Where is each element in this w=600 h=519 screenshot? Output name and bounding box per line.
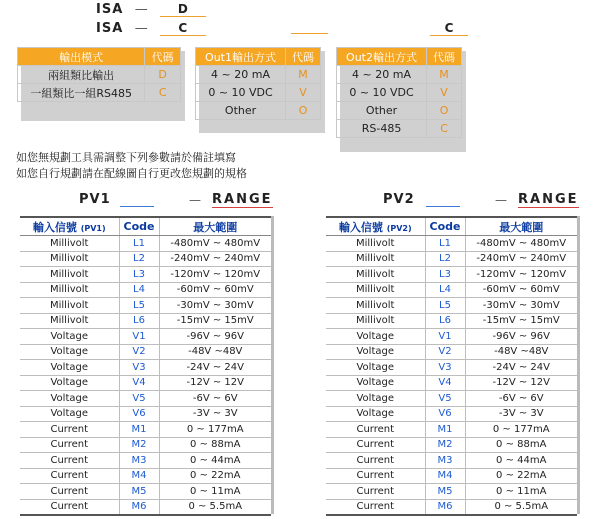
- output-mode-table: [17, 47, 181, 102]
- signal-cell: Voltage: [326, 406, 425, 422]
- signal-cell: Current: [326, 453, 425, 469]
- range-cell: 0 ~ 88mA: [159, 437, 271, 453]
- range-cell: 0 ~ 11mA: [159, 484, 271, 500]
- mode-cell: 兩組類比輸出: [18, 66, 145, 84]
- signal-cell: Voltage: [326, 360, 425, 376]
- header-cell: 代碼: [145, 48, 181, 66]
- signal-cell: Current: [20, 453, 119, 469]
- table-row: [326, 329, 577, 345]
- table-row: [20, 236, 271, 252]
- code-cell: C: [427, 120, 462, 138]
- out2-table: [336, 47, 462, 138]
- signal-cell: Millivolt: [326, 282, 425, 298]
- table-row: [20, 437, 271, 453]
- pv1-range-label: RANGE: [212, 192, 273, 207]
- dash-separator: —: [134, 2, 149, 17]
- code-cell: M2: [119, 437, 159, 453]
- range-cell: 0 ~ 88mA: [465, 437, 577, 453]
- signal-header-sub: (PV1): [80, 223, 106, 233]
- code-cell: M6: [119, 499, 159, 515]
- code-cell: M5: [119, 484, 159, 500]
- method-cell: 4 ~ 20 mA: [337, 66, 427, 84]
- range-cell: 0 ~ 22mA: [465, 468, 577, 484]
- code-cell: M5: [425, 484, 465, 500]
- range-cell: -60mV ~ 60mV: [159, 282, 271, 298]
- code-header: Code: [425, 217, 465, 236]
- code-prefix: ISA: [96, 21, 124, 36]
- table-row: [20, 282, 271, 298]
- table-row: [20, 375, 271, 391]
- table-row: [326, 251, 577, 267]
- table-row: [20, 344, 271, 360]
- range-cell: -30mV ~ 30mV: [159, 298, 271, 314]
- table-row: [326, 298, 577, 314]
- table-row: [20, 453, 271, 469]
- table-row: [326, 236, 577, 252]
- range-cell: -120mV ~ 120mV: [465, 267, 577, 283]
- range-cell: 0 ~ 177mA: [159, 422, 271, 438]
- code-header: Code: [119, 217, 159, 236]
- signal-cell: Voltage: [20, 344, 119, 360]
- signal-header-sub: (PV2): [386, 223, 412, 233]
- table-row: [326, 375, 577, 391]
- table-row: [326, 468, 577, 484]
- signal-cell: Voltage: [326, 391, 425, 407]
- header-cell: Out2輸出方式: [337, 48, 427, 66]
- method-cell: Other: [337, 102, 427, 120]
- table-row: [326, 406, 577, 422]
- range-cell: -12V ~ 12V: [465, 375, 577, 391]
- code-cell: L3: [425, 267, 465, 283]
- code-cell: O: [286, 102, 321, 120]
- code-line-2: [96, 21, 206, 36]
- code-cell: L5: [119, 298, 159, 314]
- code-cell: V3: [425, 360, 465, 376]
- code-cell: V: [427, 84, 462, 102]
- code-cell: L6: [425, 313, 465, 329]
- mode-cell: 一組類比一組RS485: [18, 84, 145, 102]
- signal-cell: Current: [20, 484, 119, 500]
- code-cell: L4: [119, 282, 159, 298]
- pv2-range-label: RANGE: [518, 192, 579, 207]
- code-cell: L2: [119, 251, 159, 267]
- table-row: [20, 360, 271, 376]
- method-cell: RS-485: [337, 120, 427, 138]
- out1-table: [195, 47, 321, 120]
- table-row: [20, 329, 271, 345]
- code-value-blank: D: [160, 2, 206, 17]
- range-cell: 0 ~ 11mA: [465, 484, 577, 500]
- header-cell: 輸出模式: [18, 48, 145, 66]
- range-cell: -96V ~ 96V: [159, 329, 271, 345]
- dash-separator: —: [134, 21, 149, 36]
- code-cell: M1: [119, 422, 159, 438]
- range-cell: -60mV ~ 60mV: [465, 282, 577, 298]
- signal-cell: Voltage: [326, 329, 425, 345]
- code-cell: L4: [425, 282, 465, 298]
- signal-cell: Voltage: [326, 375, 425, 391]
- signal-cell: Voltage: [20, 360, 119, 376]
- range-cell: -6V ~ 6V: [465, 391, 577, 407]
- code-cell: V6: [119, 406, 159, 422]
- signal-cell: Voltage: [20, 329, 119, 345]
- signal-header-text: 輸入信號: [32, 220, 77, 234]
- code-cell: M1: [425, 422, 465, 438]
- signal-cell: Voltage: [20, 391, 119, 407]
- table-row: [326, 282, 577, 298]
- range-header: 最大範圍: [159, 217, 271, 236]
- table-row: [326, 437, 577, 453]
- code-cell: L1: [119, 236, 159, 252]
- pv2-table: [326, 216, 577, 516]
- signal-cell: Millivolt: [20, 267, 119, 283]
- range-cell: 0 ~ 22mA: [159, 468, 271, 484]
- code-cell: V3: [119, 360, 159, 376]
- table-row: [20, 251, 271, 267]
- range-cell: -240mV ~ 240mV: [465, 251, 577, 267]
- code-cell: L6: [119, 313, 159, 329]
- range-cell: -24V ~ 24V: [465, 360, 577, 376]
- code-cell: M6: [425, 499, 465, 515]
- signal-cell: Current: [326, 437, 425, 453]
- code-cell: L5: [425, 298, 465, 314]
- signal-cell: Voltage: [20, 375, 119, 391]
- code-cell: O: [427, 102, 462, 120]
- range-cell: -48V ~48V: [465, 344, 577, 360]
- signal-header: [326, 217, 425, 236]
- signal-header-text: 輸入信號: [338, 220, 383, 234]
- table-row: [326, 422, 577, 438]
- table-row: [20, 298, 271, 314]
- code-value-blank: C: [160, 21, 206, 36]
- header-cell: 代碼: [286, 48, 321, 66]
- signal-cell: Voltage: [326, 344, 425, 360]
- signal-cell: Voltage: [20, 406, 119, 422]
- range-cell: -6V ~ 6V: [159, 391, 271, 407]
- signal-cell: Current: [326, 499, 425, 515]
- table-row: [20, 267, 271, 283]
- range-cell: -120mV ~ 120mV: [159, 267, 271, 283]
- code-cell: V5: [425, 391, 465, 407]
- range-cell: -48V ~48V: [159, 344, 271, 360]
- code-cell: M3: [119, 453, 159, 469]
- code-cell: M: [286, 66, 321, 84]
- signal-cell: Millivolt: [20, 251, 119, 267]
- code-cell: V6: [425, 406, 465, 422]
- code-cell: V2: [425, 344, 465, 360]
- signal-header: [20, 217, 119, 236]
- range-cell: -12V ~ 12V: [159, 375, 271, 391]
- signal-cell: Millivolt: [20, 236, 119, 252]
- pv1-label: PV1: [79, 192, 111, 207]
- code-cell: V4: [119, 375, 159, 391]
- pv1-table: [20, 216, 271, 516]
- table-row: [20, 468, 271, 484]
- dash-separator: —: [495, 193, 507, 207]
- table-shadow: [577, 216, 580, 514]
- code-cell: L1: [425, 236, 465, 252]
- signal-cell: Millivolt: [20, 313, 119, 329]
- range-cell: 0 ~ 177mA: [465, 422, 577, 438]
- signal-cell: Current: [326, 484, 425, 500]
- code-cell: M4: [119, 468, 159, 484]
- table-row: [20, 406, 271, 422]
- range-cell: 0 ~ 5.5mA: [465, 499, 577, 515]
- signal-cell: Current: [20, 437, 119, 453]
- code-cell: L2: [425, 251, 465, 267]
- range-cell: 0 ~ 44mA: [465, 453, 577, 469]
- signal-cell: Current: [20, 422, 119, 438]
- code-cell: M2: [425, 437, 465, 453]
- code-cell: V1: [119, 329, 159, 345]
- header-cell: 代碼: [427, 48, 462, 66]
- signal-cell: Current: [326, 468, 425, 484]
- code-cell: V4: [425, 375, 465, 391]
- range-cell: -3V ~ 3V: [465, 406, 577, 422]
- table-row: [326, 391, 577, 407]
- table-row: [326, 313, 577, 329]
- range-cell: -15mV ~ 15mV: [465, 313, 577, 329]
- code-cell: M4: [425, 468, 465, 484]
- code-cell: V1: [425, 329, 465, 345]
- table-row: [326, 484, 577, 500]
- dash-separator: —: [189, 193, 201, 207]
- table-row: [20, 313, 271, 329]
- code-cell: C: [145, 84, 181, 102]
- range-header: 最大範圍: [465, 217, 577, 236]
- table-row: [20, 391, 271, 407]
- code-cell: M3: [425, 453, 465, 469]
- signal-cell: Millivolt: [326, 267, 425, 283]
- code-cell: M: [427, 66, 462, 84]
- range-cell: 0 ~ 5.5mA: [159, 499, 271, 515]
- table-row: [20, 422, 271, 438]
- range-cell: -480mV ~ 480mV: [465, 236, 577, 252]
- table-shadow: [271, 216, 274, 514]
- table-row: [326, 499, 577, 515]
- range-cell: 0 ~ 44mA: [159, 453, 271, 469]
- signal-cell: Current: [326, 422, 425, 438]
- table-row: [326, 267, 577, 283]
- code-line-1: [96, 2, 206, 17]
- range-cell: -96V ~ 96V: [465, 329, 577, 345]
- out1-blank: [291, 33, 328, 34]
- table-row: [326, 344, 577, 360]
- code-cell: V5: [119, 391, 159, 407]
- signal-cell: Millivolt: [20, 298, 119, 314]
- table-row: [326, 453, 577, 469]
- signal-cell: Current: [20, 499, 119, 515]
- signal-cell: Millivolt: [326, 251, 425, 267]
- method-cell: Other: [196, 102, 286, 120]
- note-1: 如您無規劃工具需調整下列參數請於備註填寫: [16, 151, 236, 164]
- code-cell: V: [286, 84, 321, 102]
- note-2: 如您自行規劃請在配線圖自行更改您規劃的規格: [16, 167, 247, 180]
- header-cell: Out1輸出方式: [196, 48, 286, 66]
- code-cell: L3: [119, 267, 159, 283]
- range-cell: -240mV ~ 240mV: [159, 251, 271, 267]
- pv1-code-blank: [120, 206, 154, 207]
- signal-cell: Millivolt: [326, 298, 425, 314]
- range-cell: -30mV ~ 30mV: [465, 298, 577, 314]
- code-cell: D: [145, 66, 181, 84]
- method-cell: 0 ~ 10 VDC: [196, 84, 286, 102]
- pv2-label: PV2: [383, 192, 415, 207]
- table-row: [20, 499, 271, 515]
- range-cell: -24V ~ 24V: [159, 360, 271, 376]
- out2-blank: C: [430, 21, 468, 36]
- pv2-code-blank: [426, 206, 460, 207]
- method-cell: 0 ~ 10 VDC: [337, 84, 427, 102]
- table-row: [20, 484, 271, 500]
- table-row: [326, 360, 577, 376]
- range-cell: -15mV ~ 15mV: [159, 313, 271, 329]
- signal-cell: Millivolt: [326, 313, 425, 329]
- signal-cell: Millivolt: [326, 236, 425, 252]
- range-cell: -3V ~ 3V: [159, 406, 271, 422]
- signal-cell: Millivolt: [20, 282, 119, 298]
- code-prefix: ISA: [96, 2, 124, 17]
- signal-cell: Current: [20, 468, 119, 484]
- range-cell: -480mV ~ 480mV: [159, 236, 271, 252]
- code-cell: V2: [119, 344, 159, 360]
- method-cell: 4 ~ 20 mA: [196, 66, 286, 84]
